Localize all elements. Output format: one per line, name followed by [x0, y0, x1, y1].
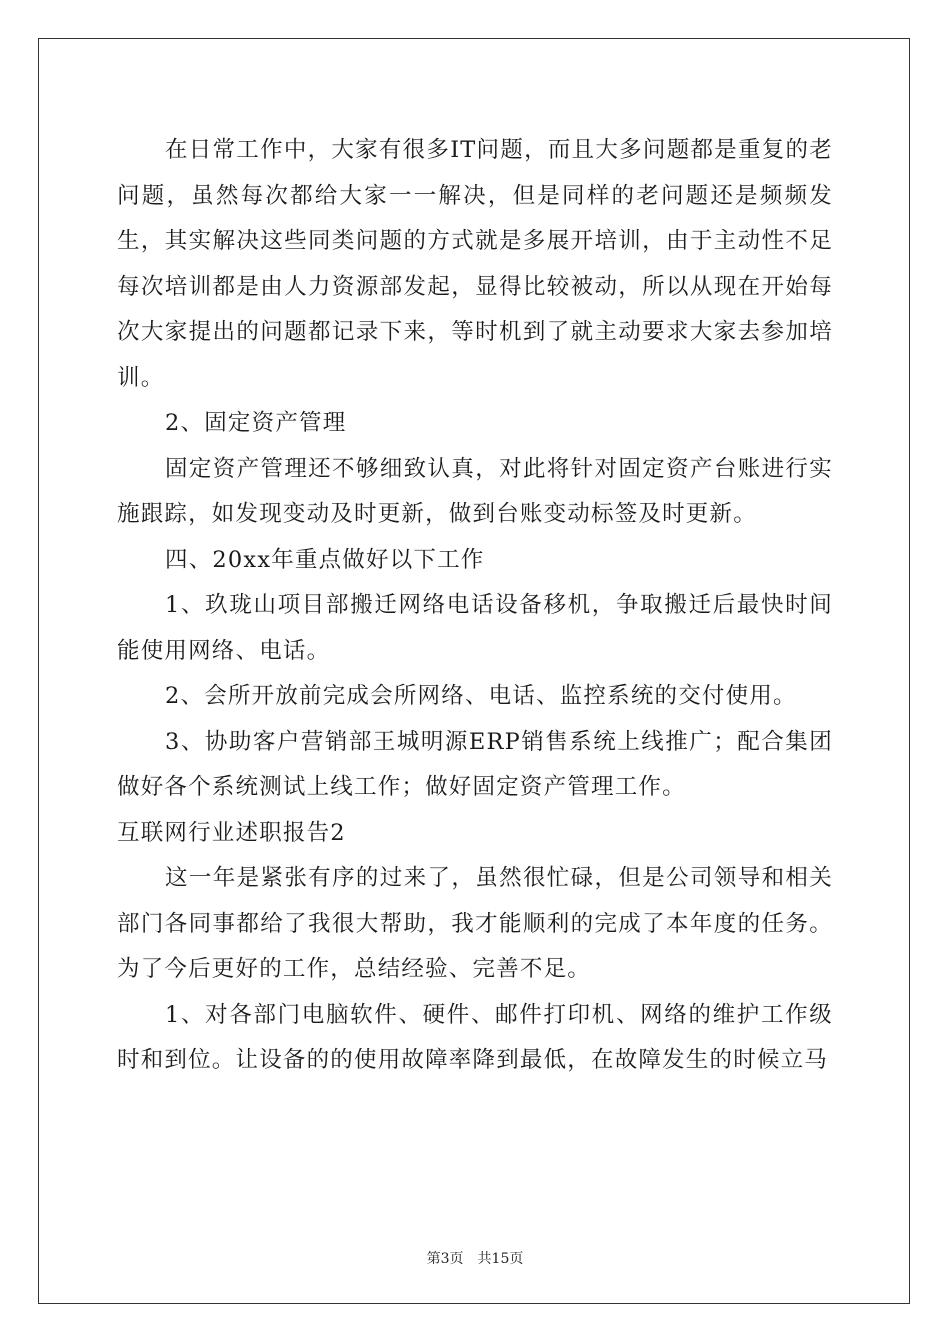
paragraph: 固定资产管理还不够细致认真，对此将针对固定资产台账进行实施跟踪，如发现变动及时更新，做到台账变动标签及时更新。 — [117, 455, 833, 527]
list-item: 2、会所开放前完成会所网络、电话、监控系统的交付使用。 — [165, 683, 797, 709]
list-item: 1、对各部门电脑软件、硬件、邮件打印机、网络的维护工作级时和到位。让设备的的使用故障率降到最低，在故障发生的时候立马 — [117, 1001, 833, 1073]
section-heading: 2、固定资产管理 — [165, 410, 347, 436]
section-heading: 四、20xx年重点做好以下工作 — [165, 546, 485, 573]
page-total: 共15页 — [477, 1251, 524, 1267]
report-title: 互联网行业述职报告2 — [117, 819, 346, 846]
document-body — [117, 128, 833, 1084]
paragraph: 在日常工作中，大家有很多IT问题，而且大多问题都是重复的老问题，虽然每次都给大家一一解决，但是同样的老问题还是频频发生，其实解决这些同类问题的方式就是多展开培训，由于主动性不足每次培训都是由人力资源部发起，显得比较被动，所以从现在开始每次大家提出的问题都记录下来，等时机到了就主动要求大家去参加培训。 — [117, 137, 833, 391]
list-item: 1、玖珑山项目部搬迁网络电话设备移机，争取搬迁后最快时间能使用网络、电话。 — [117, 592, 833, 664]
page-footer — [0, 1250, 950, 1268]
page-number: 第3页 — [426, 1251, 464, 1267]
list-item: 3、协助客户营销部王城明源ERP销售系统上线推广；配合集团做好各个系统测试上线工作；做好固定资产管理工作。 — [117, 728, 833, 800]
paragraph: 这一年是紧张有序的过来了，虽然很忙碌，但是公司领导和相关部门各同事都给了我很大帮助，我才能顺利的完成了本年度的任务。为了今后更好的工作，总结经验、完善不足。 — [117, 865, 833, 982]
